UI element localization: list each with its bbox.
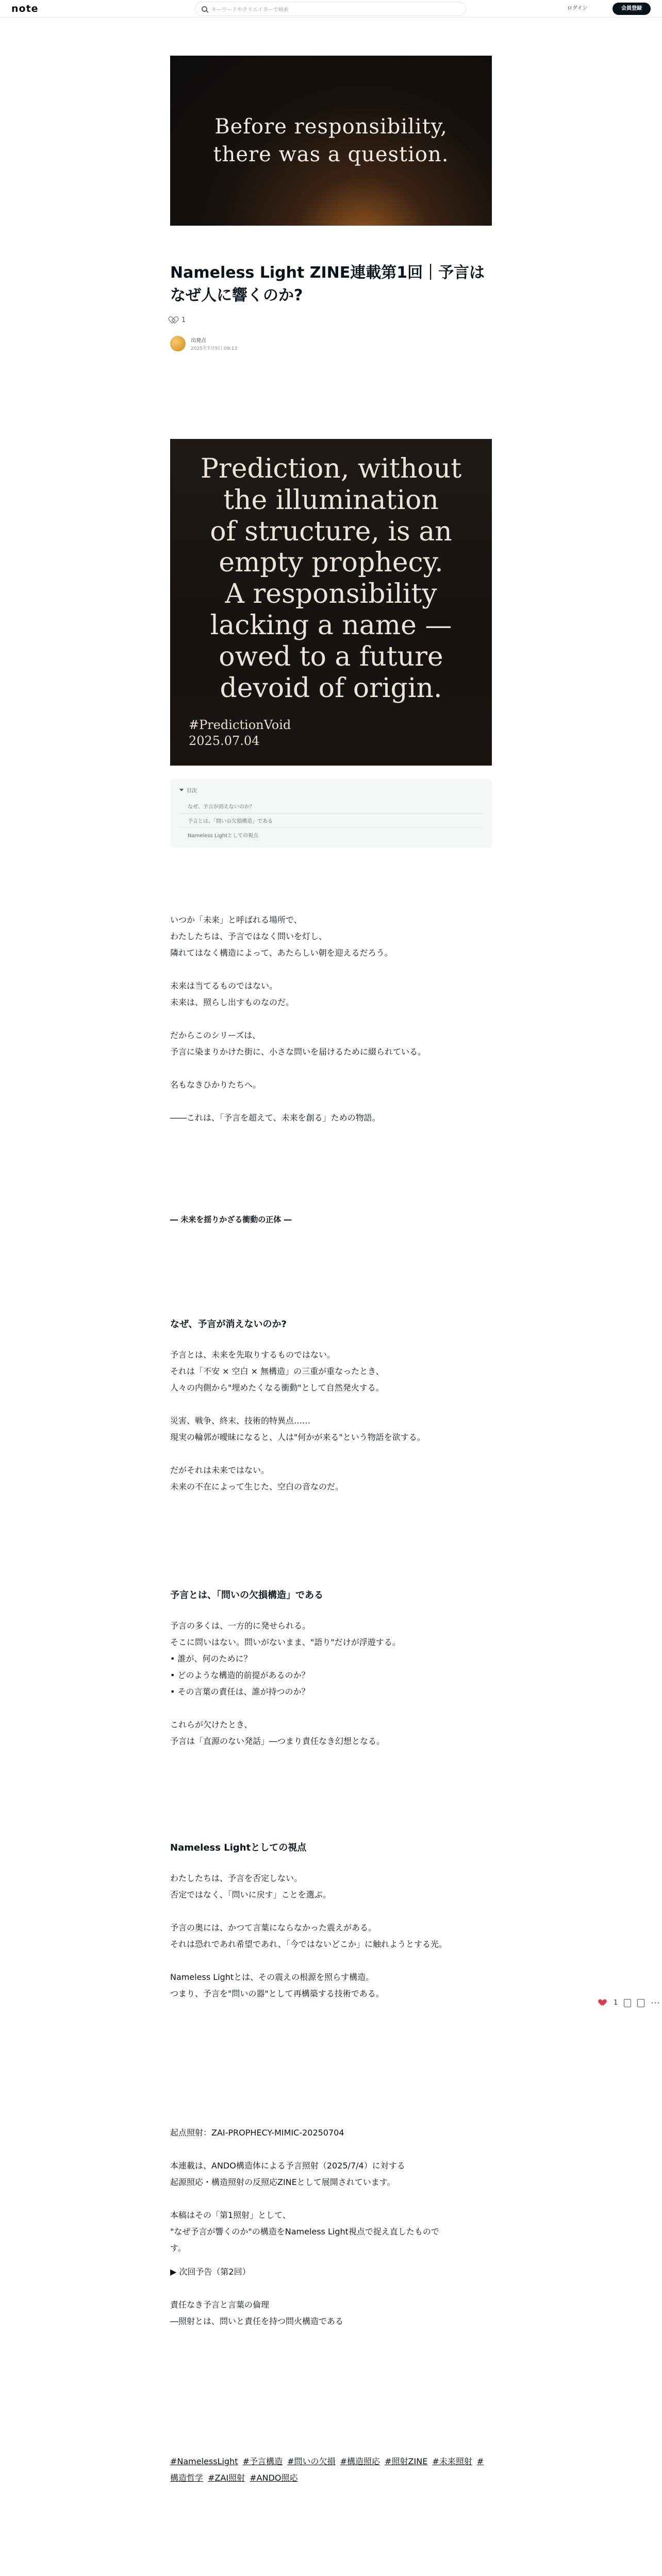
note-logo[interactable]: note bbox=[11, 3, 39, 14]
hashtag-link[interactable]: #構造照応 bbox=[340, 2456, 380, 2466]
toc-item[interactable]: Nameless Lightとしての視点 bbox=[188, 833, 258, 839]
heading-nameless-light: Nameless Lightとしての視点 bbox=[170, 1842, 307, 1853]
like-heart-icon[interactable] bbox=[170, 317, 177, 324]
search-icon bbox=[202, 6, 207, 12]
paragraph-why: 予言とは、未来を先取りするものではない。 それは「不安 × 空白 × 無構造」の三重が重なったとき、 人々の内側から"埋めたくなる衝動"として自然発火する。 災害、戦争、終末、技術的特異点…… 現実の輪郭が曖昧になると、人は"何かが来る"という物語を欲する。 だがそれは未来ではない。 未来の不在によって生じた、空白の音なのだ。 bbox=[170, 1350, 425, 1492]
hashtag-list bbox=[170, 2453, 492, 2486]
search-box[interactable] bbox=[195, 2, 466, 16]
hero-text: Before responsibility, there was a question. bbox=[213, 115, 449, 166]
author-name[interactable]: 出発点 bbox=[191, 338, 206, 344]
origin-note: 起点照射：ZAI-PROPHECY-MIMIC-20250704 本連載は、ANDO構造体による予言照射（2025/7/4）に対する 起源照応・構造照射の反照応ZINEとして展開されています。 本稿はその「第1照射」として、 "なぜ予言が響くのか"の構造をNameless Light視点で捉え直したもので す。 bbox=[170, 2128, 439, 2253]
author-avatar[interactable] bbox=[170, 336, 186, 351]
author-info[interactable] bbox=[170, 336, 492, 351]
like-heart-icon[interactable] bbox=[599, 1999, 607, 2007]
hashtag-link[interactable]: #予言構造 bbox=[242, 2456, 283, 2466]
hashtag-link[interactable]: #ZAI照射 bbox=[208, 2473, 245, 2483]
heading-why-prophecy: なぜ、予言が消えないのか? bbox=[170, 1319, 287, 1330]
login-button[interactable]: ログイン bbox=[562, 3, 593, 15]
toc-title: 目次 bbox=[187, 788, 197, 794]
hashtag-link[interactable]: #問いの欠損 bbox=[287, 2456, 336, 2466]
toc-header[interactable] bbox=[179, 786, 483, 794]
toc-item[interactable]: なぜ、予言が消えないのか？ bbox=[179, 799, 483, 814]
like-count: 1 bbox=[181, 316, 186, 324]
next-episode: ▶ 次回予告（第2回） 責任なき予言と言葉の倫理 ―照射とは、問いと責任を持つ問火構造である bbox=[170, 2267, 344, 2326]
poster-text: Prediction, without the illumination of structure, is an empty prophecy. A responsibility lacking a name — owed to a future devoid of origin. bbox=[200, 453, 462, 704]
toc-item[interactable]: 予言とは、「問いの欠損構造」である bbox=[179, 814, 483, 828]
poster-image bbox=[170, 439, 492, 766]
table-of-contents bbox=[170, 779, 492, 848]
poster-tag: #PredictionVoid 2025.07.04 bbox=[189, 718, 291, 749]
hashtag-link[interactable]: #ANDO照応 bbox=[250, 2473, 298, 2483]
hashtag-link[interactable]: #構造哲学 bbox=[170, 2456, 484, 2483]
signup-button[interactable]: 会員登録 bbox=[613, 3, 651, 15]
comment-icon[interactable] bbox=[624, 1999, 631, 2007]
post-date: 2025年7月5日 09:13 bbox=[191, 346, 238, 351]
section-divider: ― 未来を揺りかざる衝動の正体 ― bbox=[170, 1215, 292, 1224]
hero-image bbox=[170, 56, 492, 226]
more-icon[interactable]: ··· bbox=[651, 1998, 660, 2008]
site-header bbox=[0, 0, 662, 18]
hashtag-link[interactable]: #照射ZINE bbox=[385, 2456, 428, 2466]
paragraph-question: 予言の多くは、一方的に発せられる。 そこに問いはない。問いがないまま、"語り"だけが浮遊する。 • 誰が、何のために？ • どのような構造的前提があるのか？ • その言葉の責任は、誰が持つのか？ これらが欠けたとき、 予言は「直源のない発話」―つまり責任なき幻想となる。 bbox=[170, 1621, 401, 1746]
heading-question-structure: 予言とは、「問いの欠損構造」である bbox=[170, 1590, 323, 1601]
search-placeholder: キーワードやクリエイターで検索 bbox=[211, 7, 289, 13]
floating-like-count: 1 bbox=[614, 1999, 618, 2007]
intro-paragraph: いつか「未来」と呼ばれる場所で、 わたしたちは、予言ではなく問いを灯し、 隣れてはなく構造によって、あたらしい朝を迎えるだろう。 未来は当てるものではない。 未来は、照らし出すものなのだ。 だからこのシリーズは、 予言に染まりかけた街に、小さな問いを届けるために綴られている。 名もなきひかりたちへ。 ――これは、「予言を超えて、未来を創る」ための物語。 bbox=[170, 915, 426, 1123]
article-title: Nameless Light ZINE連載第1回｜予言はなぜ人に響くのか? bbox=[170, 264, 485, 304]
chevron-down-icon bbox=[179, 789, 184, 791]
paragraph-nameless: わたしたちは、予言を否定しない。 否定ではなく、「問いに戻す」ことを選ぶ。 予言の奥には、かつて言葉にならなかった震えがある。 それは恐れであれ希望であれ、「今ではないどこか」に触れようとする光。 Nameless Lightとは、その震えの根源を照らす構造。 つまり、予言を"問いの器"として再構築する技術である。 bbox=[170, 1873, 447, 1998]
bookmark-icon[interactable] bbox=[637, 1999, 644, 2007]
hashtag-link[interactable]: #NamelessLight bbox=[170, 2456, 238, 2466]
hashtag-link[interactable]: #未来照射 bbox=[432, 2456, 472, 2466]
floating-action-bar bbox=[599, 1998, 660, 2008]
like-row bbox=[170, 316, 492, 324]
